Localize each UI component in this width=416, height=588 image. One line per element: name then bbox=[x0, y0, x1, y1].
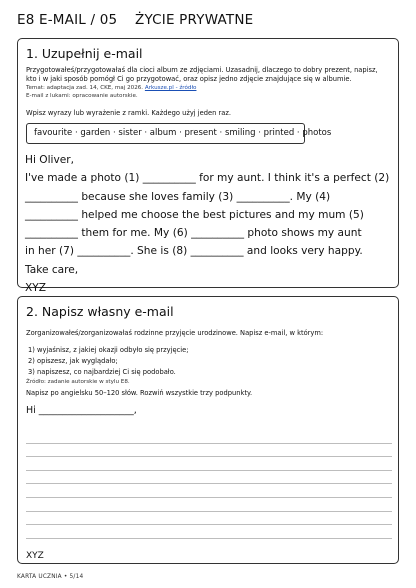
writing-line[interactable] bbox=[26, 430, 392, 444]
task1-title: 1. Uzupełnij e-mail bbox=[26, 46, 143, 61]
task1-source bbox=[26, 85, 196, 93]
email-line: I've made a photo (1) __________ for my aunt. I think it's a perfect (2) bbox=[25, 172, 390, 185]
writing-line[interactable] bbox=[26, 498, 392, 512]
source-link[interactable]: Arkusze.pl - źródło bbox=[144, 85, 197, 91]
task1-source-note: E-mail z lukami: opracowanie autorskie. bbox=[26, 93, 138, 99]
worksheet-code: E8 E-MAIL / 05 bbox=[17, 12, 118, 28]
email-line: Hi Oliver, bbox=[25, 154, 75, 166]
writing-line[interactable] bbox=[26, 525, 392, 539]
task1-instruction-line2: kto i w jaki sposób pomógł Ci go przygotować, oraz opisz jedno zdjęcie znajdujące się w albumie. bbox=[26, 75, 352, 83]
writing-line[interactable] bbox=[26, 512, 392, 526]
page-header bbox=[17, 12, 407, 34]
email-line: __________ because she loves family (3) __________. My (4) bbox=[25, 190, 331, 203]
email-line: in her (7) __________. She is (8) __________ and looks very happy. bbox=[25, 245, 363, 258]
task2-point: 2) opiszesz, jak wyglądało; bbox=[28, 357, 118, 365]
task1-source-text: Temat: adaptacja zad. 14, CKE, maj 2026. bbox=[26, 85, 144, 91]
writing-lines[interactable] bbox=[26, 430, 392, 539]
email-line: __________ them for me. My (6) __________ photo shows my aunt bbox=[25, 227, 362, 240]
writing-line[interactable] bbox=[26, 444, 392, 458]
page-footer: KARTA UCZNIA • 5/14 bbox=[17, 574, 84, 580]
task2-instruction: Zorganizowałeś/zorganizowałaś rodzinne przyjęcie urodzinowe. Napisz e-mail, w którym: bbox=[26, 329, 324, 337]
task2-points bbox=[28, 345, 189, 378]
writing-line[interactable] bbox=[26, 471, 392, 485]
worksheet-topic: ŻYCIE PRYWATNE bbox=[135, 12, 254, 28]
email-line: __________ helped me choose the best pictures and my mum (5) bbox=[25, 208, 364, 221]
task2-word-limit: Napisz po angielsku 50–120 słów. Rozwiń wszystkie trzy podpunkty. bbox=[26, 389, 253, 397]
wordbox-instruction: Wpisz wyrazy lub wyrażenie z ramki. Każdego użyj jeden raz. bbox=[26, 109, 231, 117]
task1-instruction-line1: Przygotowałeś/przygotowałaś dla cioci album ze zdjęciami. Uzasadnij, dlaczego to dobry prezent, napisz, bbox=[26, 66, 378, 74]
task2-card bbox=[17, 296, 399, 564]
task2-title: 2. Napisz własny e-mail bbox=[26, 304, 174, 319]
writing-line[interactable] bbox=[26, 484, 392, 498]
gapped-email bbox=[25, 151, 397, 297]
email-signature: XYZ bbox=[26, 551, 44, 561]
writing-line[interactable] bbox=[26, 457, 392, 471]
task2-point: 3) napiszesz, co najbardziej Ci się podobało. bbox=[28, 368, 176, 376]
task2-source: Źródło: zadanie autorskie w stylu E8. bbox=[26, 379, 130, 385]
email-line: Take care, bbox=[25, 263, 79, 276]
task1-card bbox=[17, 38, 399, 295]
word-box: favourite · garden · sister · album · present · smiling · printed · photos bbox=[26, 123, 305, 144]
email-greeting: Hi ____________________, bbox=[26, 405, 137, 416]
task2-point: 1) wyjaśnisz, z jakiej okazji odbyło się przyjęcie; bbox=[28, 346, 189, 354]
email-line: XYZ bbox=[25, 282, 46, 295]
